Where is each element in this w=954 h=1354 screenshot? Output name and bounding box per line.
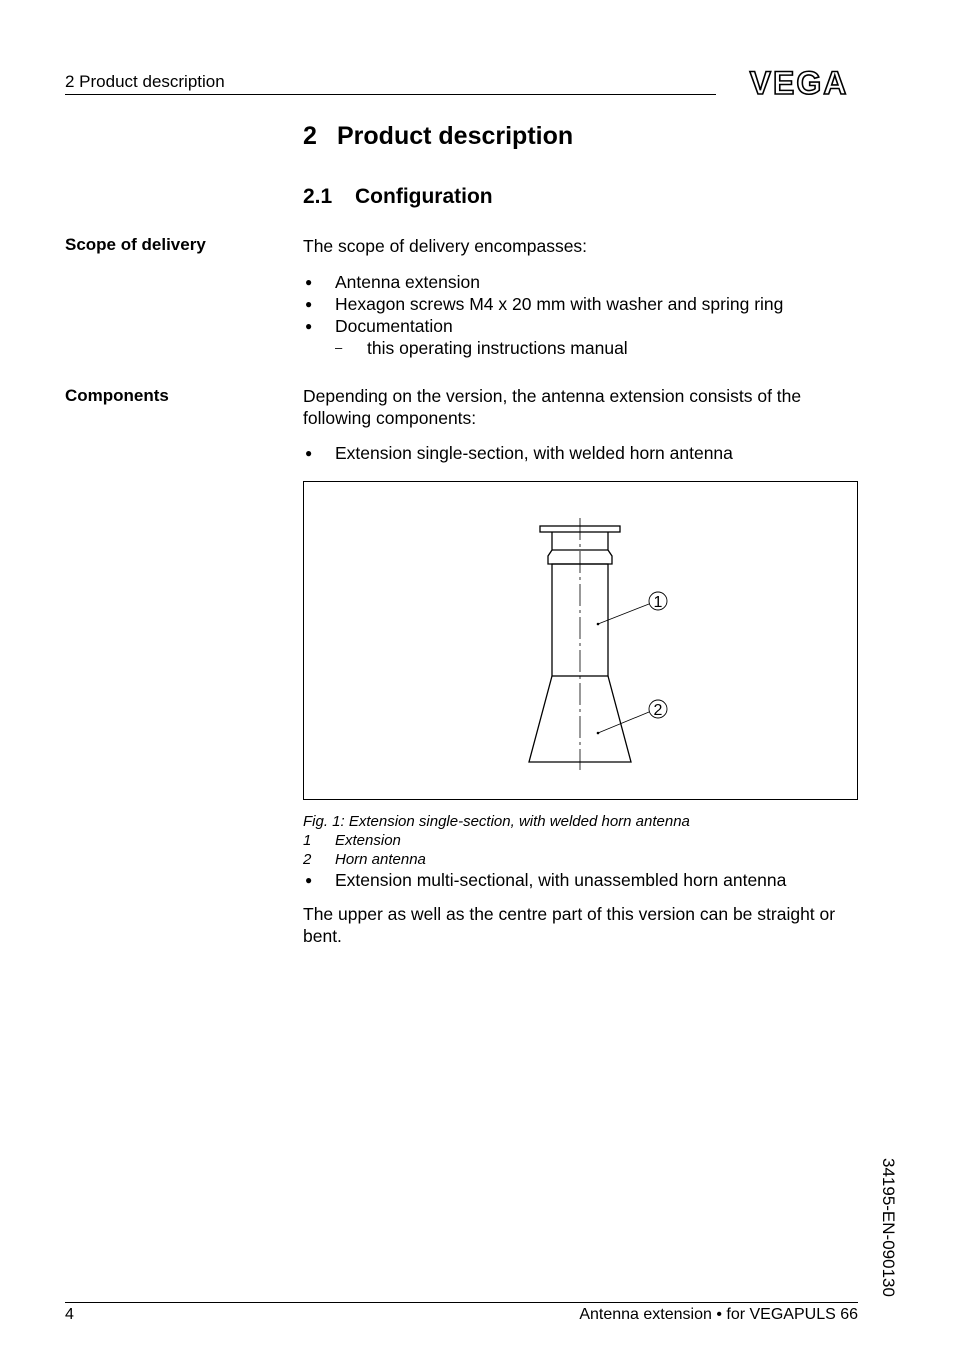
component-item: ● Extension multi-sectional, with unassembled horn antenna xyxy=(303,869,863,891)
components-list-1 xyxy=(303,442,863,464)
section-title: Configuration xyxy=(355,185,493,208)
legend-text: Horn antenna xyxy=(335,851,426,868)
scope-item: ● Antenna extension xyxy=(303,271,863,293)
components-list-2 xyxy=(303,869,863,891)
running-header: 2 Product description xyxy=(65,72,225,91)
figure-frame xyxy=(303,481,858,800)
document-id: 34195-EN-090130 xyxy=(879,1158,898,1297)
footer-title: Antenna extension • for VEGAPULS 66 xyxy=(579,1306,858,1323)
component-item: ● Extension single-section, with welded horn antenna xyxy=(303,442,863,464)
leader-line-2 xyxy=(598,712,649,733)
leader-line-1 xyxy=(598,604,649,624)
scope-item: ● Hexagon screws M4 x 20 mm with washer and spring ring xyxy=(303,293,863,315)
chapter-title: Product description xyxy=(337,122,574,150)
antenna-drawing xyxy=(304,482,857,799)
legend-number: 1 xyxy=(303,832,312,849)
figure-caption: Fig. 1: Extension single-section, with welded horn antenna xyxy=(303,813,690,830)
callout-label-1: 1 xyxy=(653,594,663,611)
vega-logo-text: VEGA xyxy=(749,66,849,98)
legend-number: 2 xyxy=(303,851,312,868)
section-heading xyxy=(303,185,493,209)
callout-label-2: 2 xyxy=(653,702,663,719)
header-rule xyxy=(65,94,716,95)
scope-item: ● Documentation xyxy=(303,315,863,337)
components-closing: The upper as well as the centre part of this version can be straight or bent. xyxy=(303,904,836,946)
footer-rule xyxy=(65,1302,858,1303)
components-label: Components xyxy=(65,386,169,405)
scope-label: Scope of delivery xyxy=(65,235,206,254)
chapter-number: 2 xyxy=(303,122,317,150)
scope-list xyxy=(303,271,863,359)
legend-text: Extension xyxy=(335,832,401,849)
page-number: 4 xyxy=(65,1306,74,1323)
section-number: 2.1 xyxy=(303,185,333,208)
scope-intro: The scope of delivery encompasses: xyxy=(303,236,588,256)
vega-logo xyxy=(740,66,858,98)
scope-subitem: – this operating instructions manual xyxy=(303,337,863,359)
chapter-heading xyxy=(303,122,573,151)
legend-row xyxy=(303,831,690,850)
legend-row xyxy=(303,850,690,869)
figure-caption-block xyxy=(303,812,690,869)
components-intro: Depending on the version, the antenna extension consists of the following components: xyxy=(303,386,802,428)
